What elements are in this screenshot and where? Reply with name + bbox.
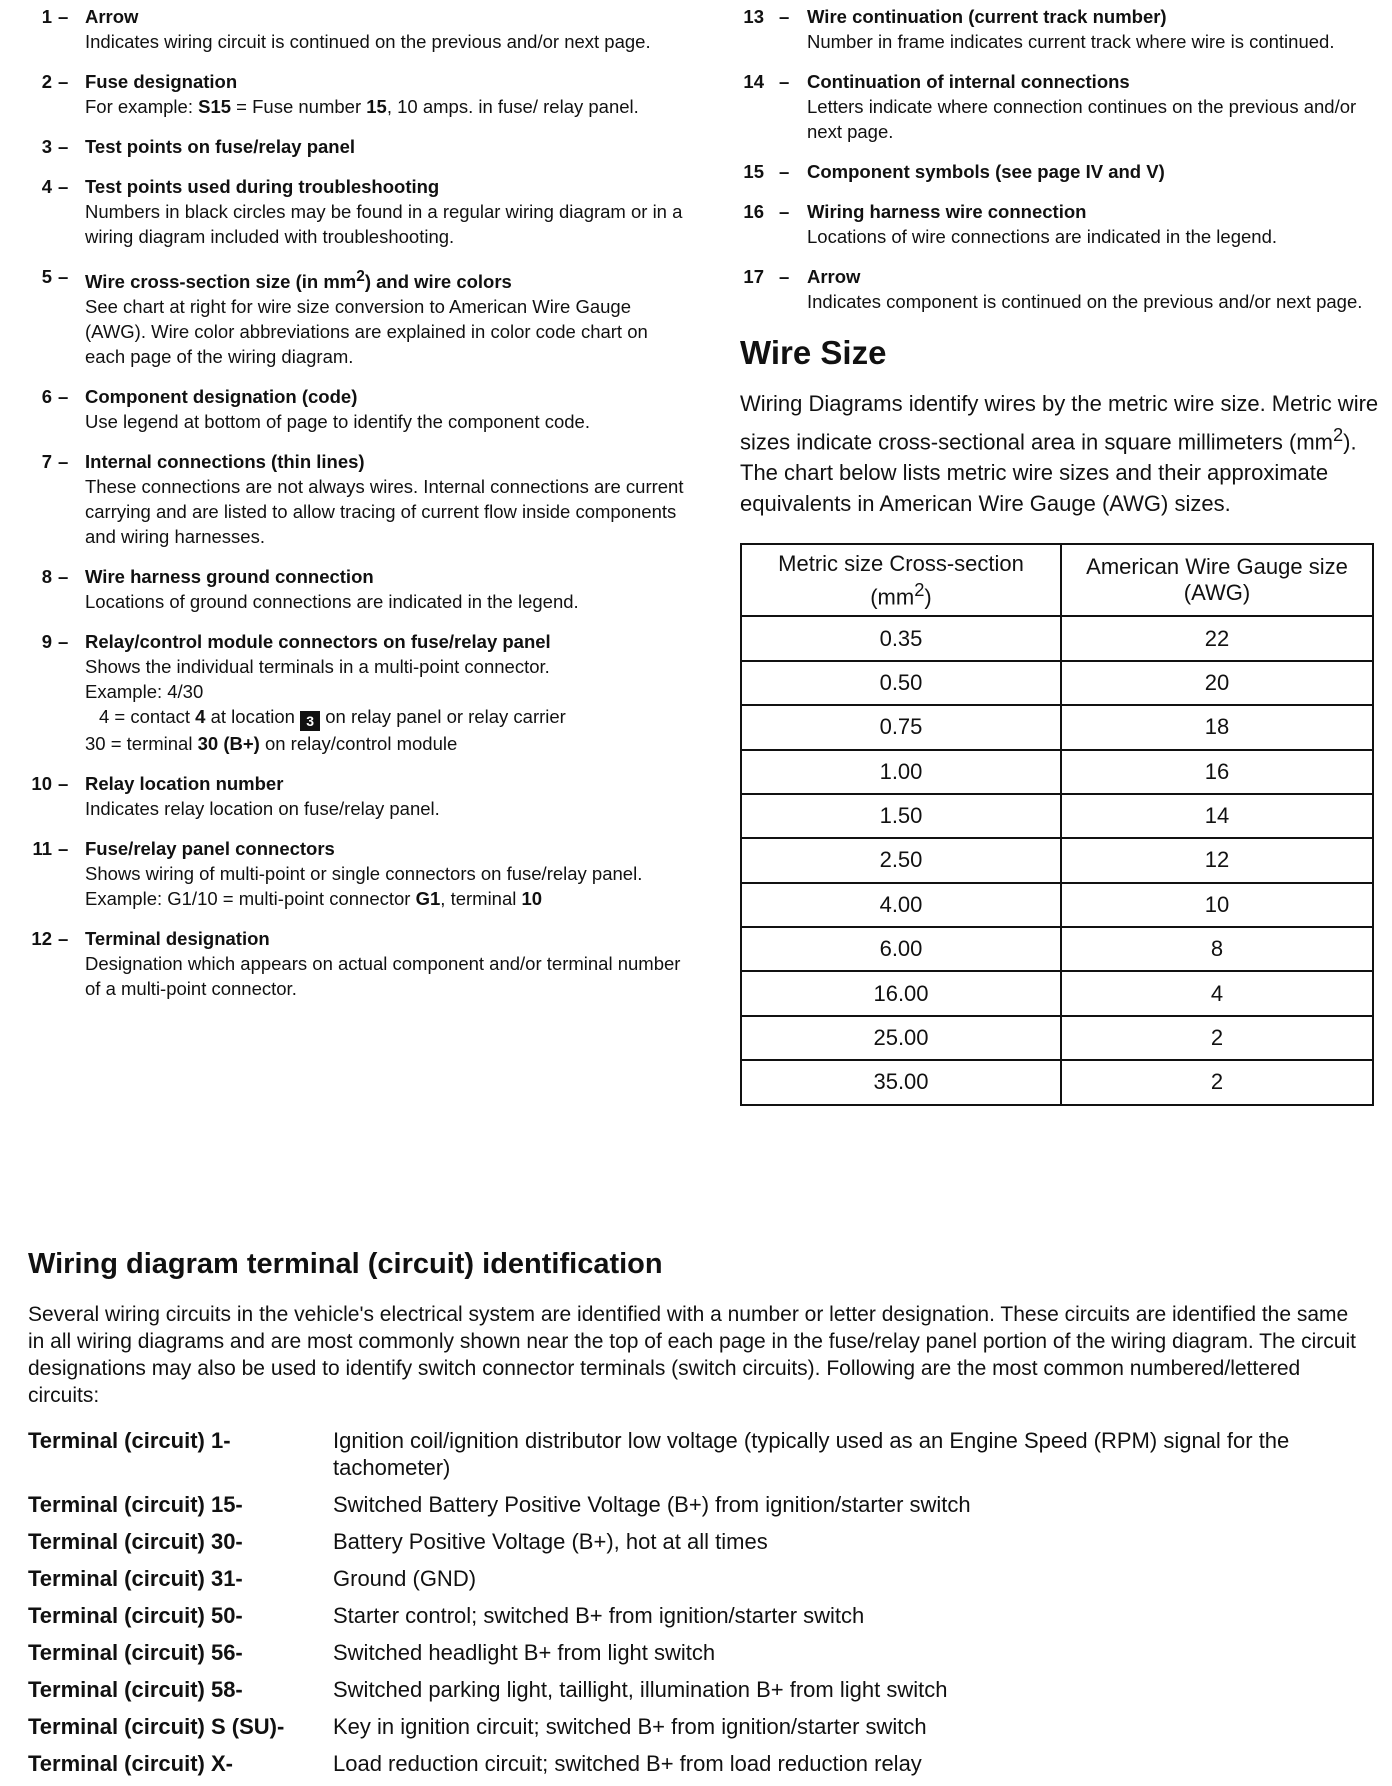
legend-dash: –: [58, 631, 69, 653]
legend-number: 12: [31, 928, 52, 950]
legend-description: Indicates wiring circuit is continued on the previous and/or next page.: [85, 31, 651, 52]
legend-item-2: [10, 69, 690, 119]
legend-description: Numbers in black circles may be found in a regular wiring diagram or in a wiring diagram included with troubleshooting.: [85, 201, 683, 247]
legend-number: 4: [41, 176, 52, 197]
terminal-label: Terminal (circuit) 56-: [28, 1640, 243, 1665]
legend-dash: –: [58, 928, 69, 950]
legend-description: Number in frame indicates current track where wire is continued.: [807, 31, 1335, 52]
legend-number: 17: [743, 266, 764, 287]
terminal-row: [28, 1713, 1368, 1740]
terminal-description: Battery Positive Voltage (B+), hot at all times: [333, 1529, 768, 1554]
legend-item-7: [10, 449, 690, 549]
metric-size-cell: 0.35: [741, 616, 1061, 660]
legend-item-9: [10, 629, 690, 756]
table-row: [741, 616, 1373, 660]
legend-item-10: [10, 771, 690, 821]
table-row: [741, 661, 1373, 705]
legend-description: Indicates component is continued on the previous and/or next page.: [807, 291, 1363, 312]
legend-item-12: [10, 926, 690, 1001]
legend-title: Relay location number: [85, 773, 284, 795]
legend-number: 16: [743, 201, 764, 222]
legend-dash: –: [779, 161, 790, 182]
legend-dash: –: [58, 838, 69, 860]
metric-size-cell: 0.75: [741, 705, 1061, 749]
table-row: [741, 883, 1373, 927]
legend-number: 2: [41, 71, 52, 92]
legend-item-14: [740, 69, 1380, 144]
legend-dash: –: [58, 136, 69, 157]
legend-title: Wire cross-section size (in $mm^2$) and wire colors: [85, 268, 512, 293]
terminal-row: [28, 1676, 1368, 1703]
terminal-row: [28, 1427, 1368, 1481]
legend-number: 10: [31, 773, 52, 795]
legend-description: Letters indicate where connection continues on the previous and/or next page.: [807, 96, 1357, 142]
legend-description: Shows wiring of multi-point or single connectors on fuse/relay panel.: [85, 863, 643, 885]
legend-dash: –: [58, 386, 69, 408]
legend-description: Shows the individual terminals in a multi-point connector.: [85, 656, 550, 678]
terminal-description: Switched headlight B+ from light switch: [333, 1640, 716, 1665]
legend-item-13: [740, 4, 1380, 54]
legend-title: Test points on fuse/relay panel: [85, 136, 356, 157]
terminal-description: Starter control; switched B+ from ignition/starter switch: [333, 1603, 865, 1628]
awg-size-cell: 12: [1061, 838, 1373, 882]
metric-size-cell: 1.50: [741, 794, 1061, 838]
legend-dash: –: [58, 176, 69, 197]
legend-title: Component designation (code): [85, 386, 358, 408]
terminal-identification-section: [28, 1248, 1368, 1786]
legend-description: Locations of wire connections are indicated in the legend.: [807, 226, 1277, 247]
legend-title: Wire harness ground connection: [85, 566, 374, 588]
awg-size-cell: 10: [1061, 883, 1373, 927]
legend-description: Locations of ground connections are indicated in the legend.: [85, 591, 579, 613]
terminal-description: Key in ignition circuit; switched B+ from ignition/starter switch: [333, 1714, 927, 1739]
terminal-label: Terminal (circuit) 30-: [28, 1529, 243, 1554]
legend-dash: –: [779, 201, 790, 222]
terminal-description: Ignition coil/ignition distributor low voltage (typically used as an Engine Speed (RPM) signal for the tachometer): [333, 1428, 1290, 1480]
awg-size-cell: 20: [1061, 661, 1373, 705]
legend-item-8: [10, 564, 690, 614]
legend-number: 8: [41, 566, 52, 588]
legend-dash: –: [779, 71, 790, 92]
metric-size-cell: 0.50: [741, 661, 1061, 705]
terminal-section-heading: Wiring diagram terminal (circuit) identification: [28, 1248, 663, 1280]
table-row: [741, 927, 1373, 971]
metric-size-cell: 35.00: [741, 1060, 1061, 1104]
table-header-row: [741, 544, 1373, 616]
legend-number: 5: [41, 266, 52, 287]
legend-number: 6: [41, 386, 52, 408]
legend-title: Internal connections (thin lines): [85, 451, 365, 473]
legend-item-6: [10, 384, 690, 434]
legend-title: Fuse/relay panel connectors: [85, 838, 335, 860]
awg-size-cell: 18: [1061, 705, 1373, 749]
wire-size-intro: Wiring Diagrams identify wires by the metric wire size. Metric wire sizes indicate cross-sectional area in square millimeters $(mm^2)$. The chart below lists metric wire sizes and their approximate equivalents in American Wire Gauge (AWG) sizes.: [740, 391, 1379, 517]
table-row: [741, 838, 1373, 882]
terminal-section-intro: Several wiring circuits in the vehicle's electrical system are identified with a number or letter designation. These circuits are identified the same in all wiring diagrams and are most commonly shown near the top of each page in the fuse/relay panel portion of the wiring diagram. The circuit designations may also be used to identify switch connector terminals (switch circuits). Following are the most common numbered/lettered circuits:: [28, 1303, 1356, 1407]
location-box-icon: 3: [300, 711, 320, 731]
terminal-description: Load reduction circuit; switched B+ from load reduction relay: [333, 1751, 922, 1776]
terminal-label: Terminal (circuit) 15-: [28, 1492, 243, 1517]
awg-size-cell: 4: [1061, 971, 1373, 1015]
metric-size-cell: 4.00: [741, 883, 1061, 927]
legend-description: See chart at right for wire size conversion to American Wire Gauge (AWG). Wire color abbreviations are explained in color code chart on each page of the wiring diagram.: [85, 296, 648, 368]
terminal-label: Terminal (circuit) 58-: [28, 1677, 243, 1702]
terminal-row: [28, 1528, 1368, 1555]
legend-dash: –: [58, 773, 69, 795]
legend-description: Use legend at bottom of page to identify the component code.: [85, 411, 590, 433]
legend-description: These connections are not always wires. Internal connections are current carrying and are listed to allow tracing of current flow inside components and wiring harnesses.: [85, 476, 684, 548]
legend-number: 9: [41, 631, 52, 653]
table-row: [741, 705, 1373, 749]
legend-example: Example: 4/30: [85, 681, 204, 703]
awg-size-cell: 8: [1061, 927, 1373, 971]
legend-number: 1: [41, 6, 52, 27]
legend-number: 13: [743, 6, 764, 27]
legend-title: Test points used during troubleshooting: [85, 176, 440, 197]
legend-title: Relay/control module connectors on fuse/relay panel: [85, 631, 551, 653]
legend-item-3: [10, 134, 690, 159]
table-row: [741, 1060, 1373, 1104]
legend-example-line: 4 = contact 4 at location 3 on relay panel or relay carrier: [99, 706, 566, 730]
legend-item-1: [10, 4, 690, 54]
awg-size-cell: 2: [1061, 1016, 1373, 1060]
legend-title: Wire continuation (current track number): [807, 6, 1167, 27]
awg-size-cell: 14: [1061, 794, 1373, 838]
awg-size-cell: 16: [1061, 750, 1373, 794]
legend-item-17: [740, 264, 1380, 314]
legend-description: Designation which appears on actual component and/or terminal number of a multi-point connector.: [85, 953, 681, 1000]
legend-dash: –: [58, 451, 69, 473]
legend-number: 7: [41, 451, 52, 473]
terminal-list: [28, 1427, 1368, 1777]
terminal-row: [28, 1491, 1368, 1518]
legend-dash: –: [779, 266, 790, 287]
legend-example: Example: G1/10 = multi-point connector G1, terminal 10: [85, 888, 543, 910]
terminal-row: [28, 1602, 1368, 1629]
legend-number: 11: [32, 838, 52, 860]
metric-size-cell: 6.00: [741, 927, 1061, 971]
legend-number: 3: [41, 136, 52, 157]
table-row: [741, 971, 1373, 1015]
legend-number: 14: [743, 71, 764, 92]
awg-size-cell: 2: [1061, 1060, 1373, 1104]
legend-example-line: 30 = terminal 30 (B+) on relay/control module: [85, 733, 458, 755]
terminal-label: Terminal (circuit) S (SU)-: [28, 1714, 285, 1739]
legend-dash: –: [779, 6, 790, 27]
metric-size-cell: 16.00: [741, 971, 1061, 1015]
legend-title: Component symbols (see page IV and V): [807, 161, 1165, 182]
legend-dash: –: [58, 6, 69, 27]
table-row: [741, 750, 1373, 794]
legend-item-4: [10, 174, 690, 249]
awg-size-header: American Wire Gauge size (AWG): [1061, 544, 1373, 616]
terminal-label: Terminal (circuit) X-: [28, 1751, 233, 1776]
terminal-row: [28, 1565, 1368, 1592]
terminal-row: [28, 1750, 1368, 1777]
legend-right-column: [740, 4, 1380, 1106]
legend-dash: –: [58, 566, 69, 588]
legend-title: Terminal designation: [85, 928, 270, 950]
terminal-description: Ground (GND): [333, 1566, 477, 1591]
terminal-description: Switched parking light, taillight, illumination B+ from light switch: [333, 1677, 948, 1702]
legend-dash: –: [58, 266, 69, 287]
legend-title: Continuation of internal connections: [807, 71, 1130, 92]
terminal-description: Switched Battery Positive Voltage (B+) from ignition/starter switch: [333, 1492, 971, 1517]
terminal-label: Terminal (circuit) 1-: [28, 1428, 231, 1453]
legend-number: 15: [743, 161, 764, 182]
legend-item-5: [10, 264, 690, 369]
terminal-row: [28, 1639, 1368, 1666]
legend-dash: –: [58, 71, 69, 92]
legend-description: Indicates relay location on fuse/relay panel.: [85, 798, 440, 820]
legend-item-15: [740, 159, 1380, 184]
metric-size-cell: 25.00: [741, 1016, 1061, 1060]
legend-title: Fuse designation: [85, 71, 238, 92]
legend-item-16: [740, 199, 1380, 249]
legend-title: Arrow: [85, 6, 139, 27]
legend-description: For example: S15 = Fuse number 15, 10 amps. in fuse/ relay panel.: [85, 96, 639, 117]
terminal-label: Terminal (circuit) 31-: [28, 1566, 243, 1591]
metric-size-header: Metric size Cross-section $(mm^2)$: [741, 544, 1061, 616]
terminal-label: Terminal (circuit) 50-: [28, 1603, 243, 1628]
awg-size-cell: 22: [1061, 616, 1373, 660]
table-row: [741, 1016, 1373, 1060]
legend-title: Wiring harness wire connection: [807, 201, 1087, 222]
table-row: [741, 794, 1373, 838]
legend-item-11: [10, 836, 690, 911]
metric-size-cell: 1.00: [741, 750, 1061, 794]
legend-title: Arrow: [807, 266, 861, 287]
metric-size-cell: 2.50: [741, 838, 1061, 882]
wire-size-heading: Wire Size: [740, 334, 887, 371]
wire-size-table: [740, 543, 1374, 1105]
legend-left-column: [10, 4, 690, 1016]
